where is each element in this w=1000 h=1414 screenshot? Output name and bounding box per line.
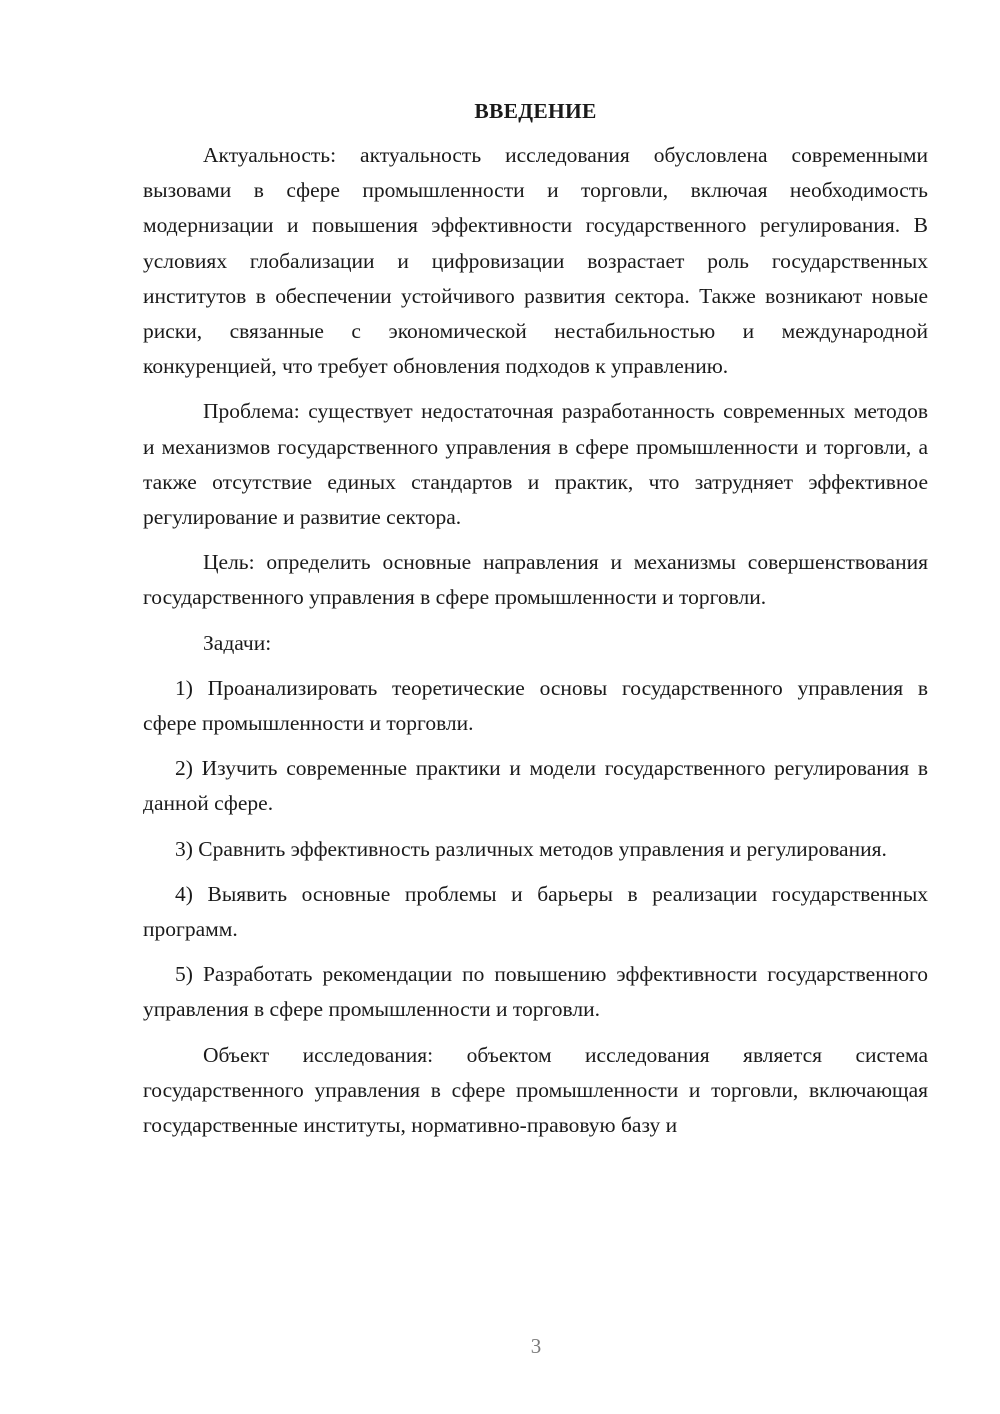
task-number: 1) [175, 675, 193, 700]
page-number: 3 [530, 1334, 542, 1358]
task-text: Изучить современные практики и модели государственного регулирования в данной сфере. [143, 756, 928, 816]
task-item [143, 751, 928, 821]
page-content [143, 96, 928, 1153]
problem-label: Проблема: [203, 399, 300, 424]
object-label: Объект исследования: [203, 1042, 434, 1067]
object-text: объектом исследования является система государственного управления в сфере промышленности и торговли, включающая государственные институты, нормативно-правовую базу и [143, 1042, 929, 1138]
task-text: Выявить основные проблемы и барьеры в реализации государственных программ. [143, 881, 929, 942]
task-number: 4) [175, 881, 193, 906]
relevance-text: актуальность исследования обусловлена современными вызовами в сфере промышленности и торговли, включая необходимость модернизации и повышения эффективности государственного регулирования. В условиях глобализации и цифровизации возрастает роль государственных институтов в обеспечении устойчивого развития сектора. Также возникают новые риски, связанные с экономической нестабильностью и международной конкуренцией, что требует обновления подходов к управлению. [143, 143, 928, 379]
goal-text: определить основные направления и механизмы совершенствования государственного управления в сфере промышленности и торговли. [143, 550, 928, 610]
task-number: 2) [175, 756, 193, 781]
task-text: Разработать рекомендации по повышению эффективности государственного управления в сфере промышленности и торговли. [143, 962, 929, 1022]
task-item [143, 957, 928, 1027]
tasks-label: Задачи: [203, 630, 272, 655]
goal-label: Цель: [203, 550, 255, 575]
task-text: Сравнить эффективность различных методов управления и регулирования. [198, 836, 887, 861]
problem-paragraph [143, 394, 928, 535]
relevance-label: Актуальность: [203, 143, 337, 167]
task-item [143, 877, 928, 947]
section-heading: ВВЕДЕНИЕ [474, 99, 597, 123]
goal-paragraph [143, 545, 928, 615]
relevance-paragraph [143, 138, 928, 384]
task-number: 5) [175, 962, 193, 987]
task-item [143, 832, 928, 867]
task-text: Проанализировать теоретические основы государственного управления в сфере промышленности и торговли. [143, 675, 928, 736]
task-number: 3) [175, 836, 193, 861]
problem-text: существует недостаточная разработанность современных методов и механизмов государственного управления в сфере промышленности и торговли, а также отсутствие единых стандартов и практик, что затрудняет эффективное регулирование и развитие сектора. [143, 399, 929, 530]
task-item [143, 671, 928, 741]
object-paragraph [143, 1038, 928, 1144]
